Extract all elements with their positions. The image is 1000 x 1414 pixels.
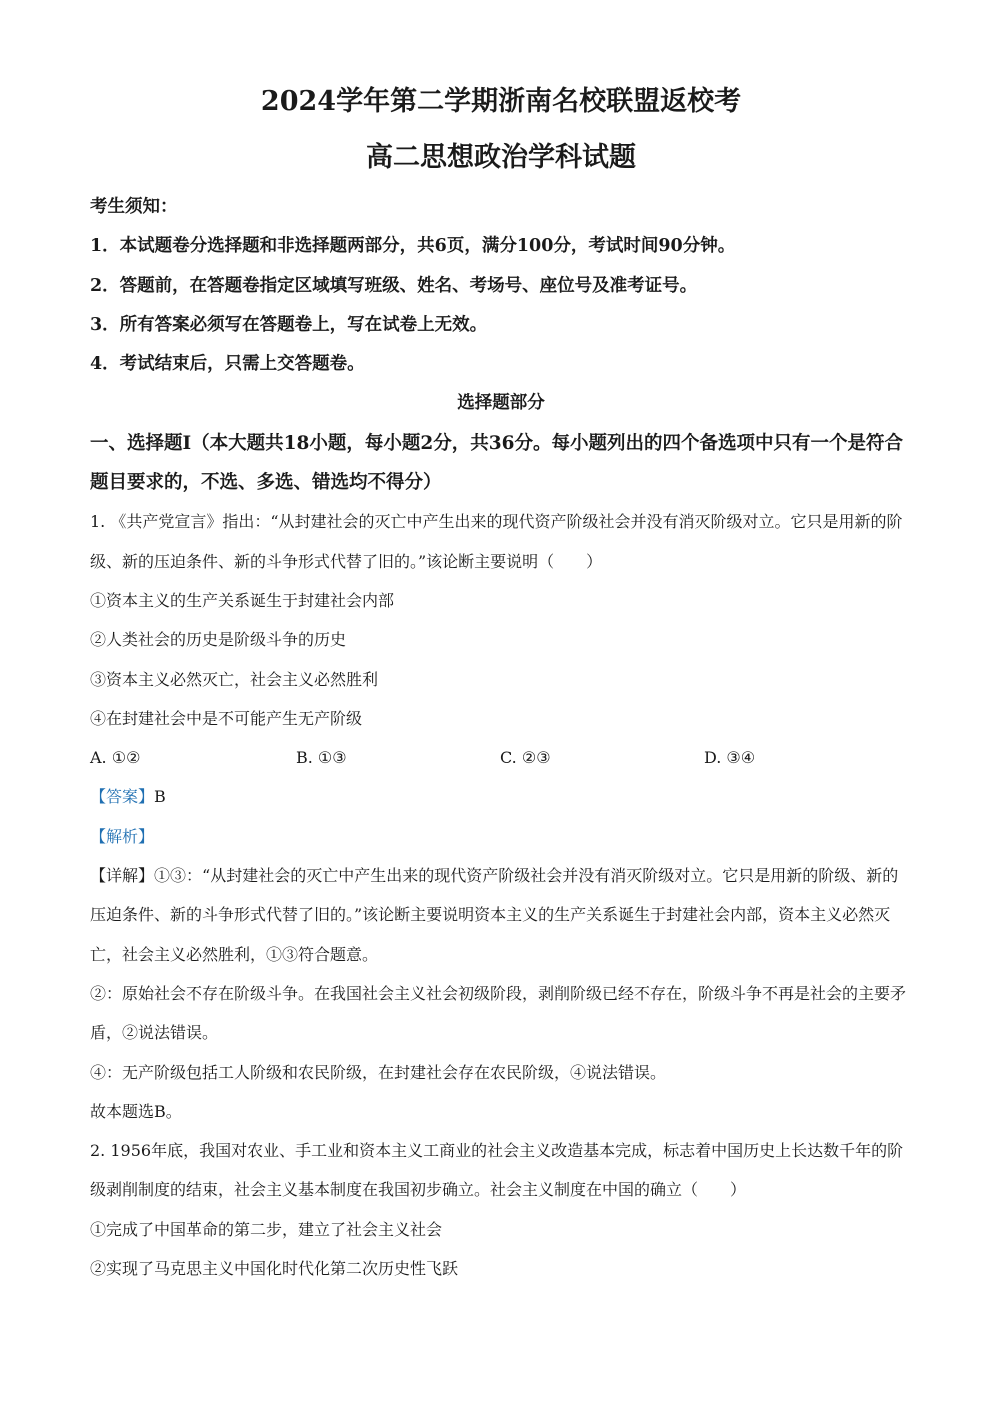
- detail-text: ①③：“从封建社会的灭亡中产生出来的现代资产阶级社会并没有消灭阶级对立。它只是用新的阶级、新的压迫条件、新的斗争形式代替了旧的。”该论断主要说明资本主义的生产关系诞生于封建社会内部，资本主义必然灭亡，社会主义必然胜利，①③符合题意。: [90, 866, 899, 964]
- detail-tag: 【详解】: [90, 866, 155, 886]
- question-1-statement: ③资本主义必然灭亡，社会主义必然胜利: [90, 669, 379, 689]
- option-b: B. ①③: [296, 748, 347, 768]
- question-1-options: [90, 738, 912, 777]
- question-2-stem: 2. 1956年底，我国对农业、手工业和资本主义工商业的社会主义改造基本完成，标志着中国历史上长达数千年的阶级剥削制度的结束，社会主义基本制度在我国初步确立。社会主义制度在中国的确立（ ）: [90, 1141, 904, 1200]
- detail-paragraph: [90, 856, 912, 974]
- notice-item: 3．所有答案必须写在答题卷上，写在试卷上无效。: [90, 314, 488, 335]
- part-heading: 一、选择题Ⅰ（本大题共18小题，每小题2分，共36分。每小题列出的四个备选项中只有一个是符合题目要求的，不选、多选、错选均不得分）: [90, 432, 904, 494]
- exam-title: 2024学年第二学期浙南名校联盟返校考: [260, 86, 742, 117]
- notice-item: 4．考试结束后，只需上交答题卷。: [90, 354, 365, 375]
- option-d: D. ③④: [704, 748, 756, 768]
- answer-tag: 【答案】: [90, 787, 155, 807]
- exam-page: [90, 82, 912, 1288]
- notice-item: 1．本试题卷分选择题和非选择题两部分，共6页，满分100分，考试时间90分钟。: [90, 236, 736, 257]
- answer-value: B: [154, 787, 166, 807]
- detail-paragraph: ④：无产阶级包括工人阶级和农民阶级，在封建社会存在农民阶级，④说法错误。: [90, 1062, 667, 1082]
- question-2-statement: ②实现了马克思主义中国化时代化第二次历史性飞跃: [90, 1259, 459, 1279]
- section-title: 选择题部分: [457, 393, 545, 414]
- analysis-line: [90, 817, 912, 856]
- question-1-statement: ②人类社会的历史是阶级斗争的历史: [90, 630, 347, 650]
- notice-item: 2．答题前，在答题卷指定区域填写班级、姓名、考场号、座位号及准考证号。: [90, 275, 698, 296]
- detail-paragraph: ②：原始社会不存在阶级斗争。在我国社会主义社会初级阶段，剥削阶级已经不存在，阶级斗争不再是社会的主要矛盾，②说法错误。: [90, 983, 907, 1043]
- question-1-stem: 1. 《共产党宣言》指出：“从封建社会的灭亡中产生出来的现代资产阶级社会并没有消灭阶级对立。它只是用新的阶级、新的压迫条件、新的斗争形式代替了旧的。”该论断主要说明（ ）: [90, 512, 903, 571]
- question-1-statement: ①资本主义的生产关系诞生于封建社会内部: [90, 590, 395, 610]
- notice-heading: 考生须知：: [90, 197, 178, 217]
- answer-line: [90, 777, 912, 816]
- question-1-statement: ④在封建社会中是不可能产生无产阶级: [90, 708, 363, 728]
- option-a: A. ①②: [90, 748, 141, 768]
- conclusion: 故本题选B。: [90, 1101, 182, 1121]
- analysis-tag: 【解析】: [90, 826, 155, 846]
- question-2-statement: ①完成了中国革命的第二步，建立了社会主义社会: [90, 1219, 443, 1239]
- exam-subtitle: 高二思想政治学科试题: [366, 142, 636, 173]
- option-c: C. ②③: [500, 748, 551, 768]
